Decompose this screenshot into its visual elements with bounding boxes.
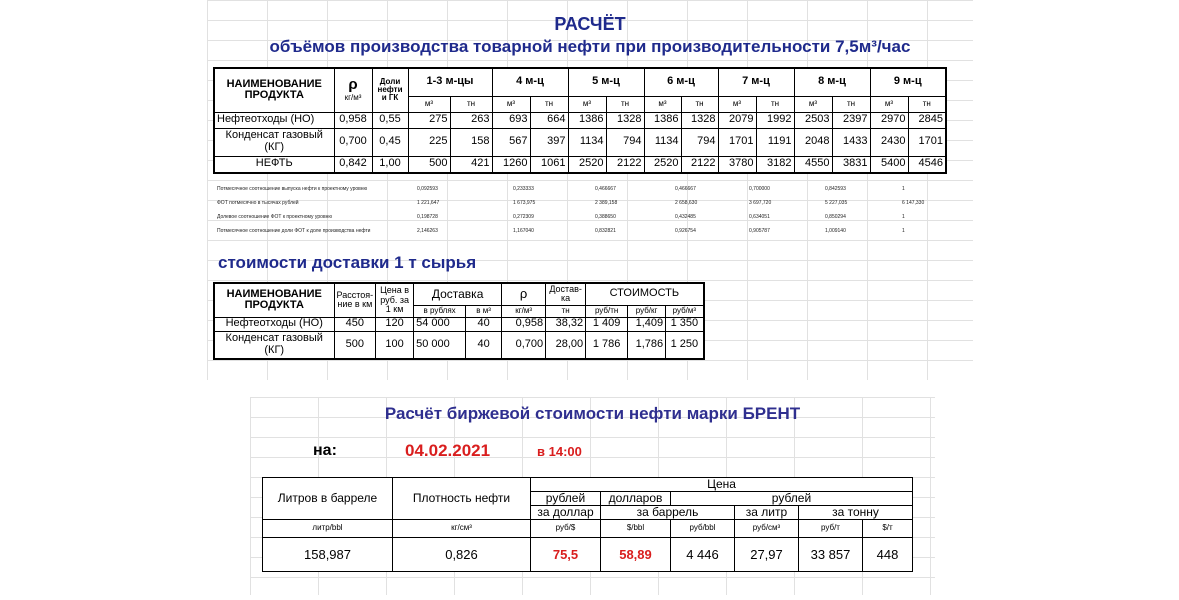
note-value: 0,198728 — [417, 214, 438, 220]
note-value: 1 — [902, 214, 905, 220]
cell-value: 1328 — [681, 112, 718, 128]
product-name: Нефтеотходы (НО) — [214, 112, 334, 128]
note-value: 1 — [902, 228, 905, 234]
unit-kg-cm3: кг/см³ — [393, 520, 531, 538]
cell-value: 38,32 — [546, 317, 586, 331]
share-value: 1,00 — [372, 156, 408, 173]
note-value: 0,432485 — [675, 214, 696, 220]
unit-t: тн — [606, 96, 644, 112]
cell-value: 3182 — [756, 156, 794, 173]
table-row — [214, 331, 704, 359]
unit-m3: м³ — [492, 96, 530, 112]
table-row — [263, 538, 913, 572]
rub-per-liter-value: 27,97 — [735, 538, 799, 572]
unit-t: тн — [546, 305, 586, 317]
cell-value: 2970 — [870, 112, 908, 128]
rho-value: 0,958 — [334, 112, 372, 128]
header-per-dollar: за доллар — [531, 506, 601, 520]
rho-unit: кг/м³ — [344, 93, 362, 103]
header-price-per-km: Цена в руб. за 1 км — [376, 283, 414, 317]
cell-value: 4550 — [794, 156, 832, 173]
header-rubles-2: рублей — [671, 492, 913, 506]
note-value: 0,832821 — [595, 228, 616, 234]
unit-kg-m3: кг/м³ — [502, 305, 546, 317]
header-liters-per-barrel: Литров в барреле — [263, 478, 393, 520]
header-per-liter: за литр — [735, 506, 799, 520]
cell-value: 2520 — [644, 156, 681, 173]
cell-value: 40 — [466, 317, 502, 331]
product-name: НЕФТЬ — [214, 156, 334, 173]
cell-value: 1260 — [492, 156, 530, 173]
rho-symbol: ρ — [348, 75, 358, 93]
header-distance: Расстоя-ние в км — [334, 283, 376, 317]
cell-value: 100 — [376, 331, 414, 359]
cell-value: 421 — [450, 156, 492, 173]
note-value: 0,092593 — [417, 186, 438, 192]
unit-rub-bbl: руб/bbl — [671, 520, 735, 538]
note-row — [217, 225, 957, 239]
unit-m3: м³ — [718, 96, 756, 112]
cell-value: 120 — [376, 317, 414, 331]
header-period: 7 м-ц — [718, 68, 794, 96]
date-value: 04.02.2021 — [405, 441, 491, 460]
ratio-notes — [217, 183, 957, 239]
cell-value: 1 409 — [586, 317, 628, 331]
header-period: 6 м-ц — [644, 68, 718, 96]
header-oil-density: Плотность нефти — [393, 478, 531, 520]
density-value: 0,826 — [393, 538, 531, 572]
page-subtitle: объёмов производства товарной нефти при производительности 7,5м³/час — [269, 37, 911, 56]
cell-value: 1191 — [756, 128, 794, 156]
cell-value: 40 — [466, 331, 502, 359]
brent-price-table — [262, 477, 913, 572]
note-value: 0,905787 — [749, 228, 770, 234]
header-rho — [334, 68, 372, 112]
brent-title: Расчёт биржевой стоимости нефти марки БРЕНТ — [384, 404, 801, 423]
note-label: Потмесячное соотношение выпуска нефти к проектному уровню — [217, 186, 368, 192]
note-value: 0,926754 — [675, 228, 696, 234]
cell-value: 50 000 — [414, 331, 466, 359]
header-rho: ρ — [502, 283, 546, 305]
cell-value: 0,700 — [502, 331, 546, 359]
note-value: 5 227,035 — [825, 200, 848, 206]
cell-value: 1386 — [644, 112, 681, 128]
share-value: 0,45 — [372, 128, 408, 156]
cell-value: 2397 — [832, 112, 870, 128]
cell-value: 1701 — [718, 128, 756, 156]
note-value: 0,466667 — [595, 186, 616, 192]
cell-value: 1061 — [530, 156, 568, 173]
cell-value: 664 — [530, 112, 568, 128]
unit-t: тн — [756, 96, 794, 112]
unit-rub-kg: руб/кг — [628, 305, 666, 317]
header-period: 1-3 м-цы — [408, 68, 492, 96]
delivery-cost-table — [213, 282, 705, 360]
header-product-name: НАИМЕНОВАНИЕ ПРОДУКТА — [214, 68, 334, 112]
cell-value: 794 — [606, 128, 644, 156]
header-delivery-t: Достав-ка — [546, 283, 586, 305]
header-share: Доли нефти и ГК — [372, 68, 408, 112]
product-name: Нефтеотходы (НО) — [214, 317, 334, 331]
cell-value: 1 250 — [666, 331, 704, 359]
note-value: 0,466667 — [675, 186, 696, 192]
cell-value: 263 — [450, 112, 492, 128]
unit-usd-t: $/т — [863, 520, 913, 538]
note-value: 0,842593 — [825, 186, 846, 192]
unit-m3: м³ — [794, 96, 832, 112]
header-period: 4 м-ц — [492, 68, 568, 96]
table-row — [214, 128, 946, 156]
delivery-title: стоимости доставки 1 т сырья — [218, 253, 477, 272]
cell-value: 1134 — [644, 128, 681, 156]
cell-value: 2520 — [568, 156, 606, 173]
production-volume-table — [213, 67, 947, 174]
cell-value: 225 — [408, 128, 450, 156]
note-value: 0,233333 — [513, 186, 534, 192]
note-row — [217, 183, 957, 197]
unit-rub: в рублях — [414, 305, 466, 317]
cell-value: 1701 — [908, 128, 946, 156]
note-label: Долевое соотношение ФОТ к проектному уровню — [217, 214, 333, 220]
unit-rub-m3: руб/м³ — [666, 305, 704, 317]
header-per-ton: за тонну — [799, 506, 913, 520]
product-name: Конденсат газовый (КГ) — [214, 331, 334, 359]
cell-value: 2048 — [794, 128, 832, 156]
unit-m3: м³ — [870, 96, 908, 112]
unit-rub-t: руб/т — [799, 520, 863, 538]
cell-value: 1,786 — [628, 331, 666, 359]
brent-usd-value: 58,89 — [601, 538, 671, 572]
note-value: 2,146263 — [417, 228, 438, 234]
exchange-rate-value: 75,5 — [531, 538, 601, 572]
cell-value: 397 — [530, 128, 568, 156]
cell-value: 567 — [492, 128, 530, 156]
note-value: 2 658,630 — [675, 200, 698, 206]
cell-value: 1992 — [756, 112, 794, 128]
date-label: на: — [313, 442, 337, 459]
cell-value: 5400 — [870, 156, 908, 173]
note-value: 1 221,647 — [417, 200, 440, 206]
unit-t: тн — [450, 96, 492, 112]
unit-liter-bbl: литр/bbl — [263, 520, 393, 538]
cell-value: 2845 — [908, 112, 946, 128]
header-cost: СТОИМОСТЬ — [586, 283, 704, 305]
cell-value: 500 — [408, 156, 450, 173]
page-title: РАСЧЁТ — [554, 14, 626, 34]
rub-per-ton-value: 33 857 — [799, 538, 863, 572]
unit-m3: в м³ — [466, 305, 502, 317]
cell-value: 2122 — [606, 156, 644, 173]
unit-m3: м³ — [408, 96, 450, 112]
product-name: Конденсат газовый (КГ) — [214, 128, 334, 156]
cell-value: 1,409 — [628, 317, 666, 331]
unit-rub-t: руб/тн — [586, 305, 628, 317]
cell-value: 28,00 — [546, 331, 586, 359]
header-period: 9 м-ц — [870, 68, 946, 96]
cell-value: 2122 — [681, 156, 718, 173]
cell-value: 3831 — [832, 156, 870, 173]
share-value: 0,55 — [372, 112, 408, 128]
unit-t: тн — [908, 96, 946, 112]
table-row — [214, 156, 946, 173]
cell-value: 1 350 — [666, 317, 704, 331]
note-value: 1,009140 — [825, 228, 846, 234]
cell-value: 1 786 — [586, 331, 628, 359]
note-label: Потмесячное соотношение доли ФОТ к доле производства нефти — [217, 228, 371, 234]
cell-value: 2430 — [870, 128, 908, 156]
header-dollars: долларов — [601, 492, 671, 506]
rho-value: 0,842 — [334, 156, 372, 173]
table-row — [214, 317, 704, 331]
usd-per-ton-value: 448 — [863, 538, 913, 572]
note-row — [217, 197, 957, 211]
note-row — [217, 211, 957, 225]
cell-value: 54 000 — [414, 317, 466, 331]
cell-value: 3780 — [718, 156, 756, 173]
note-label: ФОТ потмесячно в тысячах рублей — [217, 200, 299, 206]
header-price: Цена — [531, 478, 913, 492]
table-row — [214, 112, 946, 128]
header-period: 5 м-ц — [568, 68, 644, 96]
cell-value: 158 — [450, 128, 492, 156]
unit-rub-usd: руб/$ — [531, 520, 601, 538]
cell-value: 1134 — [568, 128, 606, 156]
rho-value: 0,700 — [334, 128, 372, 156]
note-value: 0,700000 — [749, 186, 770, 192]
note-value: 6 147,330 — [902, 200, 925, 206]
cell-value: 2503 — [794, 112, 832, 128]
cell-value: 1328 — [606, 112, 644, 128]
cell-value: 1433 — [832, 128, 870, 156]
cell-value: 2079 — [718, 112, 756, 128]
note-value: 0,850294 — [825, 214, 846, 220]
note-value: 1 673,975 — [513, 200, 536, 206]
unit-m3: м³ — [568, 96, 606, 112]
unit-rub-cm3: руб/см³ — [735, 520, 799, 538]
unit-t: тн — [681, 96, 718, 112]
note-value: 1,167040 — [513, 228, 534, 234]
note-value: 0,272309 — [513, 214, 534, 220]
cell-value: 1386 — [568, 112, 606, 128]
time-value: в 14:00 — [537, 444, 582, 459]
unit-t: тн — [530, 96, 568, 112]
note-value: 0,388650 — [595, 214, 616, 220]
unit-t: тн — [832, 96, 870, 112]
header-product-name: НАИМЕНОВАНИЕ ПРОДУКТА — [214, 283, 334, 317]
unit-m3: м³ — [644, 96, 681, 112]
rub-per-bbl-value: 4 446 — [671, 538, 735, 572]
note-value: 1 — [902, 186, 905, 192]
header-period: 8 м-ц — [794, 68, 870, 96]
header-rubles: рублей — [531, 492, 601, 506]
unit-usd-bbl: $/bbl — [601, 520, 671, 538]
cell-value: 500 — [334, 331, 376, 359]
note-value: 2 389,158 — [595, 200, 618, 206]
liters-value: 158,987 — [263, 538, 393, 572]
note-value: 0,634051 — [749, 214, 770, 220]
cell-value: 450 — [334, 317, 376, 331]
cell-value: 4546 — [908, 156, 946, 173]
note-value: 3 697,720 — [749, 200, 772, 206]
cell-value: 794 — [681, 128, 718, 156]
header-delivery: Доставка — [414, 283, 502, 305]
header-per-barrel: за баррель — [601, 506, 735, 520]
cell-value: 693 — [492, 112, 530, 128]
cell-value: 275 — [408, 112, 450, 128]
cell-value: 0,958 — [502, 317, 546, 331]
